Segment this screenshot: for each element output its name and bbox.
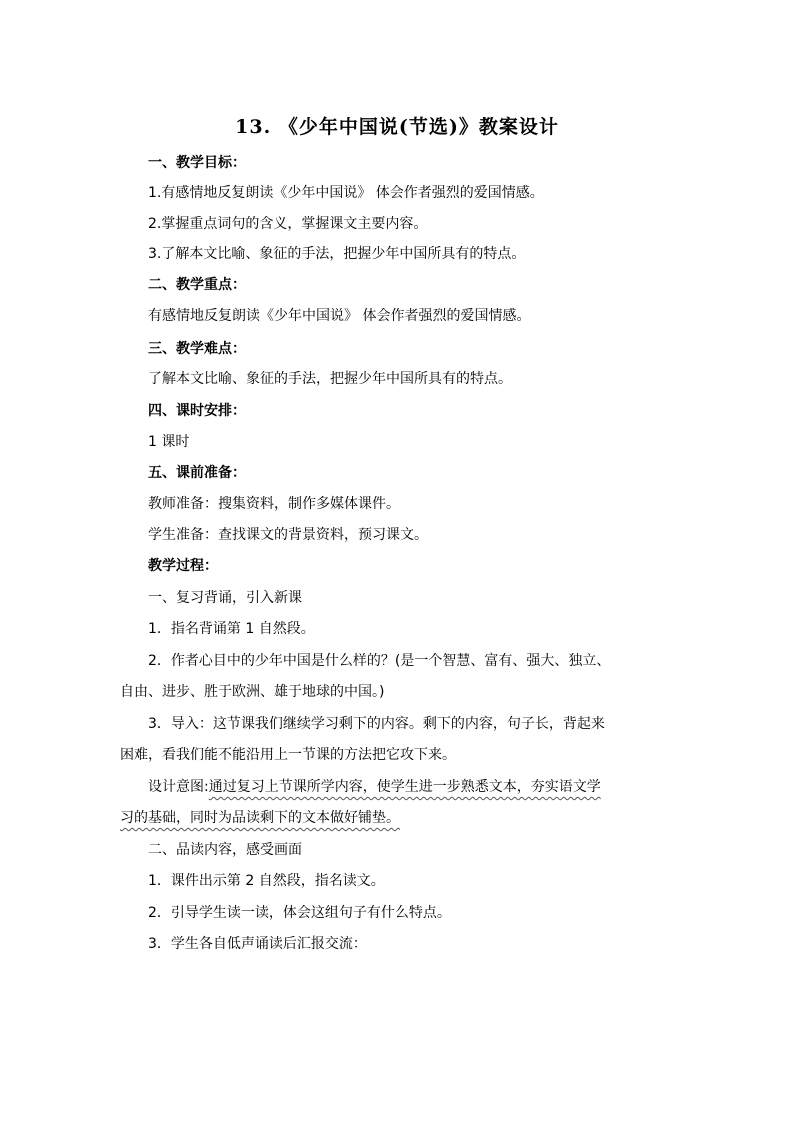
section-heading-process: 教学过程： <box>148 558 218 574</box>
part1-step-3-line1: 3．导入：这节课我们继续学习剩下的内容。剩下的内容，句子长，背起来 <box>148 716 605 732</box>
design-intent-text-2: 习的基础，同时为品读剩下的文本做好铺垫。 <box>120 810 400 826</box>
part2-step-1: 1．课件出示第 2 自然段，指名读文。 <box>148 873 385 889</box>
design-intent-line2 <box>120 807 400 827</box>
key-points-text: 有感情地反复朗读《少年中国说》 体会作者强烈的爱国情感。 <box>148 308 531 324</box>
teacher-preparation: 教师准备：搜集资料，制作多媒体课件。 <box>148 496 400 512</box>
part1-step-3-line2: 困难，看我们能不能沿用上一节课的方法把它攻下来。 <box>120 747 456 763</box>
section-heading-objectives: 一、教学目标： <box>148 155 246 171</box>
section-heading-schedule: 四、课时安排： <box>148 403 246 419</box>
section-heading-difficulties: 三、教学难点： <box>148 341 246 357</box>
part1-step-2-line1: 2．作者心目中的少年中国是什么样的？(是一个智慧、富有、强大、独立、 <box>148 653 611 669</box>
design-intent-text-1: 通过复习上节课所学内容，使学生进一步熟悉文本，夯实语文学 <box>208 779 601 795</box>
student-preparation: 学生准备：查找课文的背景资料，预习课文。 <box>148 527 428 543</box>
objective-item-3: 3.了解本文比喻、象征的手法，把握少年中国所具有的特点。 <box>148 246 526 262</box>
difficulties-text: 了解本文比喻、象征的手法，把握少年中国所具有的特点。 <box>148 371 512 387</box>
part1-title: 一、复习背诵，引入新课 <box>148 590 302 606</box>
section-heading-key-points: 二、教学重点： <box>148 277 246 293</box>
objective-item-1: 1.有感情地反复朗读《少年中国说》 体会作者强烈的爱国情感。 <box>148 185 544 201</box>
part1-step-1: 1．指名背诵第 1 自然段。 <box>148 621 315 637</box>
schedule-text: 1 课时 <box>148 434 190 450</box>
design-intent-line1 <box>148 776 601 796</box>
part1-step-2-line2: 自由、进步、胜于欧洲、雄于地球的中国。) <box>120 684 385 700</box>
section-heading-preparation: 五、课前准备： <box>148 465 246 481</box>
doc-title: 13. 《少年中国说(节选)》教案设计 <box>235 116 559 138</box>
part2-title: 二、品读内容，感受画面 <box>148 842 302 858</box>
part2-step-3: 3．学生各自低声诵读后汇报交流： <box>148 936 367 952</box>
design-intent-label: 设计意图: <box>148 779 209 795</box>
part2-step-2: 2．引导学生读一读，体会这组句子有什么特点。 <box>148 905 451 921</box>
objective-item-2: 2.掌握重点词句的含义，掌握课文主要内容。 <box>148 216 428 232</box>
